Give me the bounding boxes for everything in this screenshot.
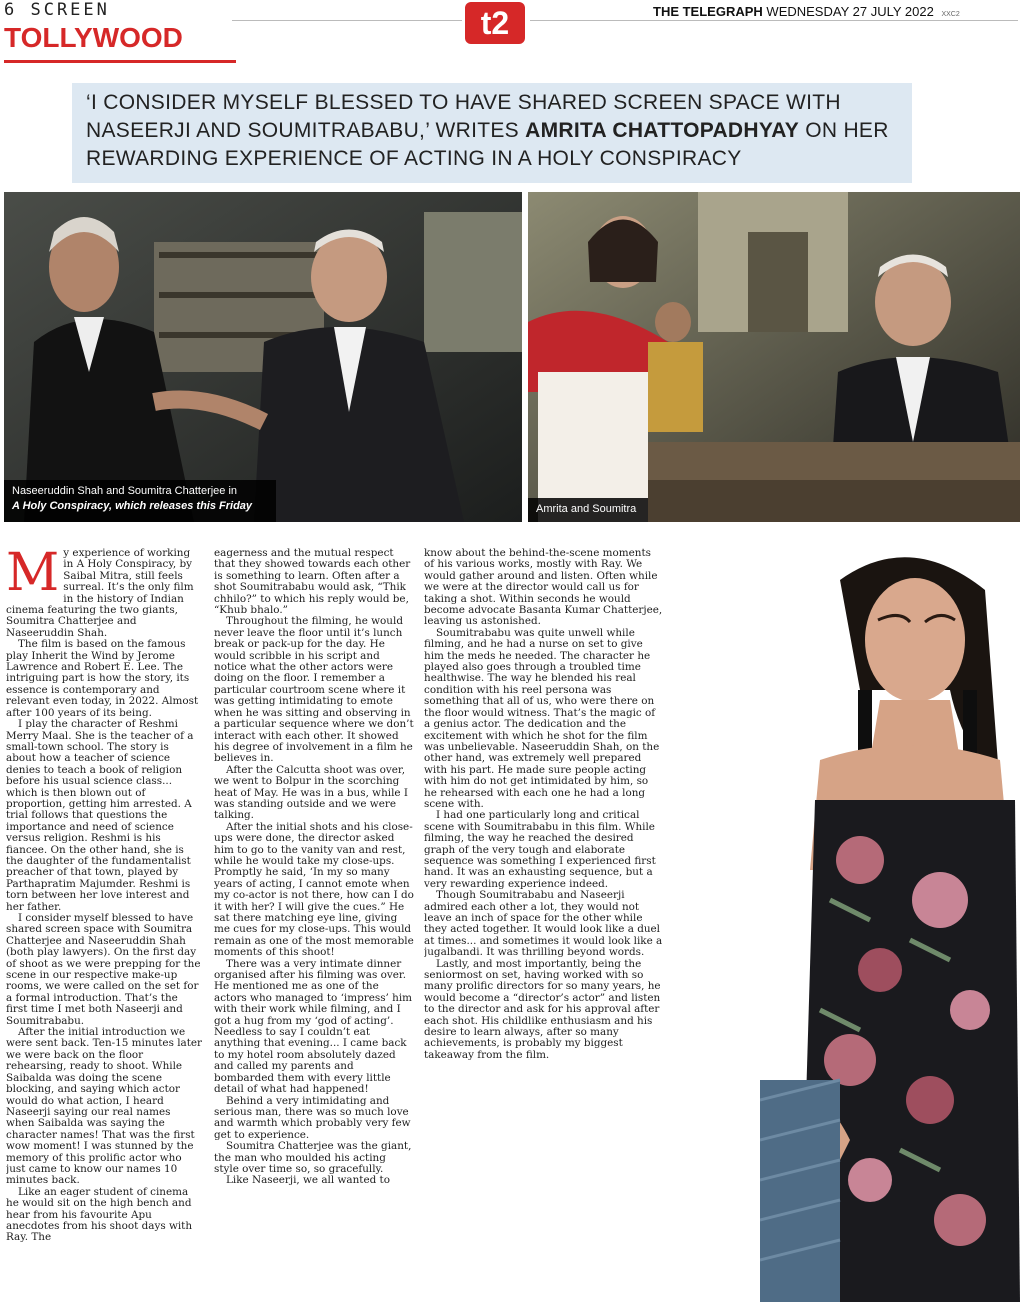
article-paragraph: know about the behind-the-scene moments of his various works, mostly with Ray. We would gather around and listen. Often while we were at the director would call us for taking a shot. Within seconds he would become advocate Basanta Kumar Chatterjee, leaving us astonished. [424, 548, 663, 628]
article-paragraph: After the Calcutta shoot was over, we went to Bolpur in the scorching heat of May. He was in a bus, while I was standing outside and we were talking. [214, 763, 408, 822]
section-rule [4, 60, 236, 63]
article-paragraph: Behind a very intimidating and serious man, there was so much love and warmth which probably very few get to experience. [214, 1094, 411, 1141]
photo-caption-right: Amrita and Soumitra [528, 498, 648, 522]
t2-logo: t2 [465, 2, 525, 44]
article-paragraph: Soumitra Chatterjee was the giant, the man who moulded his acting style over time so, so gracefully. [214, 1140, 412, 1175]
courtroom-photo-illustration [528, 192, 1020, 522]
article-paragraph: Like Naseerji, we all wanted to [226, 1174, 390, 1187]
article-column-3 [424, 548, 664, 1298]
courtroom-photo-illustration [4, 192, 522, 522]
photo-caption-left [4, 480, 276, 522]
page-section-label: 6 SCREEN [4, 0, 110, 20]
author-byline: AMRITA CHATTOPADHYAY [525, 119, 800, 142]
article-paragraph: eagerness and the mutual respect that they showed towards each other is something to learn. Often after a shot Soumitrababu would ask, “Thik chhilo?” to which his reply would be, “Khub bhalo.” [214, 548, 411, 617]
article-paragraph: Soumitrababu was quite unwell while filming, and he had a nurse on set to give him the meds he needed. The character he played also goes through a troubled time healthwise. The way he blended his real condition with his reel persona was something that all of us, who were there on the floor would witness. That’s the magic of a genius actor. The dedication and the excitement with which he shot for the film was unbelievable. Naseeruddin Shah, on the other hand, was extremely well prepared with his part. He made sure people acting with him do not get intimidated by him, so he rehearsed with each one he had a long scene with. [424, 626, 660, 810]
section-title: TOLLYWOOD [4, 22, 183, 53]
dateline [653, 4, 960, 19]
article-paragraph: After the initial introduction we were sent back. Ten-15 minutes later we were back on the floor rehearsing, ready to shoot. While Saibalda was doing the scene blocking, and saying which actor would do what action, I heard Naseerji saying our real names when Saibalda was saying the character names! That was the first wow moment! I was stunned by the memory of this prolific actor who just came to know our names 10 minutes back. [6, 1026, 202, 1187]
edition-code: XXC2 [941, 11, 960, 18]
article-paragraph: I play the character of Reshmi Merry Maal. She is the teacher of a small-town school. The story is about how a teacher of science denies to teach a book of religion before his usual science class... which is then blown out of proportion, getting him arrested. A trial follows that questions the importance and need of science versus religion. Reshmi is his fiancee. On the other hand, she is the daughter of the fundamentalist preacher of that town, played by Parthapratim Majumder. Reshmi is torn between her love interest and her father. [6, 718, 194, 913]
portrait-amrita [760, 540, 1024, 1302]
photo-amrita-soumitra [528, 192, 1020, 522]
article-paragraph: y experience of working in A Holy Conspiracy, by Saibal Mitra, still feels surreal. It’s the only film in the history of Indian cinema featuring the two giants, Soumitra Chatterjee and Naseeruddin Shah. [6, 548, 194, 639]
headline [86, 89, 906, 173]
article-paragraph: Like an eager student of cinema he would sit on the high bench and hear from his favourite Apu anecdotes from his shoot days with Ray. The [6, 1185, 193, 1244]
article-paragraph: Lastly, and most importantly, being the seniormost on set, having worked with so many prolific directors for so many years, he would become a “director’s actor” and listen to the director and ask for his approval after each shot. His childlike enthusiasm and his desire to learn always, after so many achievements, is probably my biggest takeaway from the film. [424, 957, 661, 1061]
photo-naseeruddin-soumitra [4, 192, 522, 522]
newspaper-name: THE TELEGRAPH [653, 4, 763, 19]
header-divider [232, 20, 462, 21]
article-column-2 [214, 548, 414, 1298]
drop-cap: M [6, 548, 60, 603]
article-paragraph: The film is based on the famous play Inherit the Wind by Jerome Lawrence and Robert E. Lee. The intriguing part is how the story, its essence is contemporary and relevant even today, in 2022. Almost after 100 years of its being. [6, 638, 199, 719]
portrait-illustration [760, 540, 1024, 1302]
caption-line: Naseeruddin Shah and Soumitra Chatterjee in [12, 485, 238, 497]
article-column-1 [6, 548, 202, 1298]
article-paragraph: Throughout the filming, he would never leave the floor until it’s lunch break or pack-up for the day. He would scribble in his script and notice what the other actors were doing on the floor. I remember a particular courtroom scene where it was getting intimidating to emote when he was sitting and observing in a particular sequence where we don’t interact with each other. It showed his degree of involvement in a film he believes in. [214, 615, 414, 765]
header-divider [530, 20, 1018, 21]
article-paragraph: After the initial shots and his close-ups were done, the director asked him to go to the vanity van and rest, while he would take my close-ups. Promptly he said, ‘In my so many years of acting, I cannot emote when my co-actor is not there, how can I do it with her? I will give the cues.” He sat there matching eye line, giving me cues for my close-ups. This would remain as one of the most memorable moments of this shoot! [214, 820, 414, 959]
article-paragraph: I had one particularly long and critical scene with Soumitrababu in this film. While filming, the way he reached the desired graph of the very tough and elaborate sequence was something I experienced first hand. It was an exhausting sequence, but a very rewarding experience indeed. [424, 809, 656, 890]
article-paragraph: There was a very intimate dinner organised after his filming was over. He mentioned me as one of the actors who managed to ‘impress’ him with their work while filming, and I got a hug from my ‘god of acting’. Needless to say I couldn’t eat anything that evening... I came back to my hotel room absolutely dazed and called my parents and bombarded them with every little detail of what had happened! [214, 957, 413, 1096]
article-paragraph: I consider myself blessed to have shared screen space with Soumitra Chatterjee and Naseeruddin Shah (both play lawyers). On the first day of shoot as we were prepping for the scene in our respective make-up rooms, we were called on the set for a formal introduction. That’s the first time I met both Naseerji and Soumitrababu. [6, 912, 201, 1027]
caption-line: A Holy Conspiracy, which releases this Friday [12, 500, 253, 512]
headline-quote: ‘I CONSIDER MYSELF BLESSED TO HAVE SHARED SCREEN SPACE WITH NASEERJI AND SOUMITRABABU,’ WRITES [86, 91, 841, 142]
article-paragraph: Though Soumitrababu and Naseerji admired each other a lot, they would not leave an inch of space for the other while they acted together. It would look like a duel at times... and sometimes it would look like a jugalbandi. It was thrilling beyond words. [424, 889, 663, 959]
issue-date: WEDNESDAY 27 JULY 2022 [766, 4, 934, 19]
headline-tail: ON HER REWARDING EXPERIENCE OF ACTING IN A HOLY CONSPIRACY [86, 119, 889, 170]
